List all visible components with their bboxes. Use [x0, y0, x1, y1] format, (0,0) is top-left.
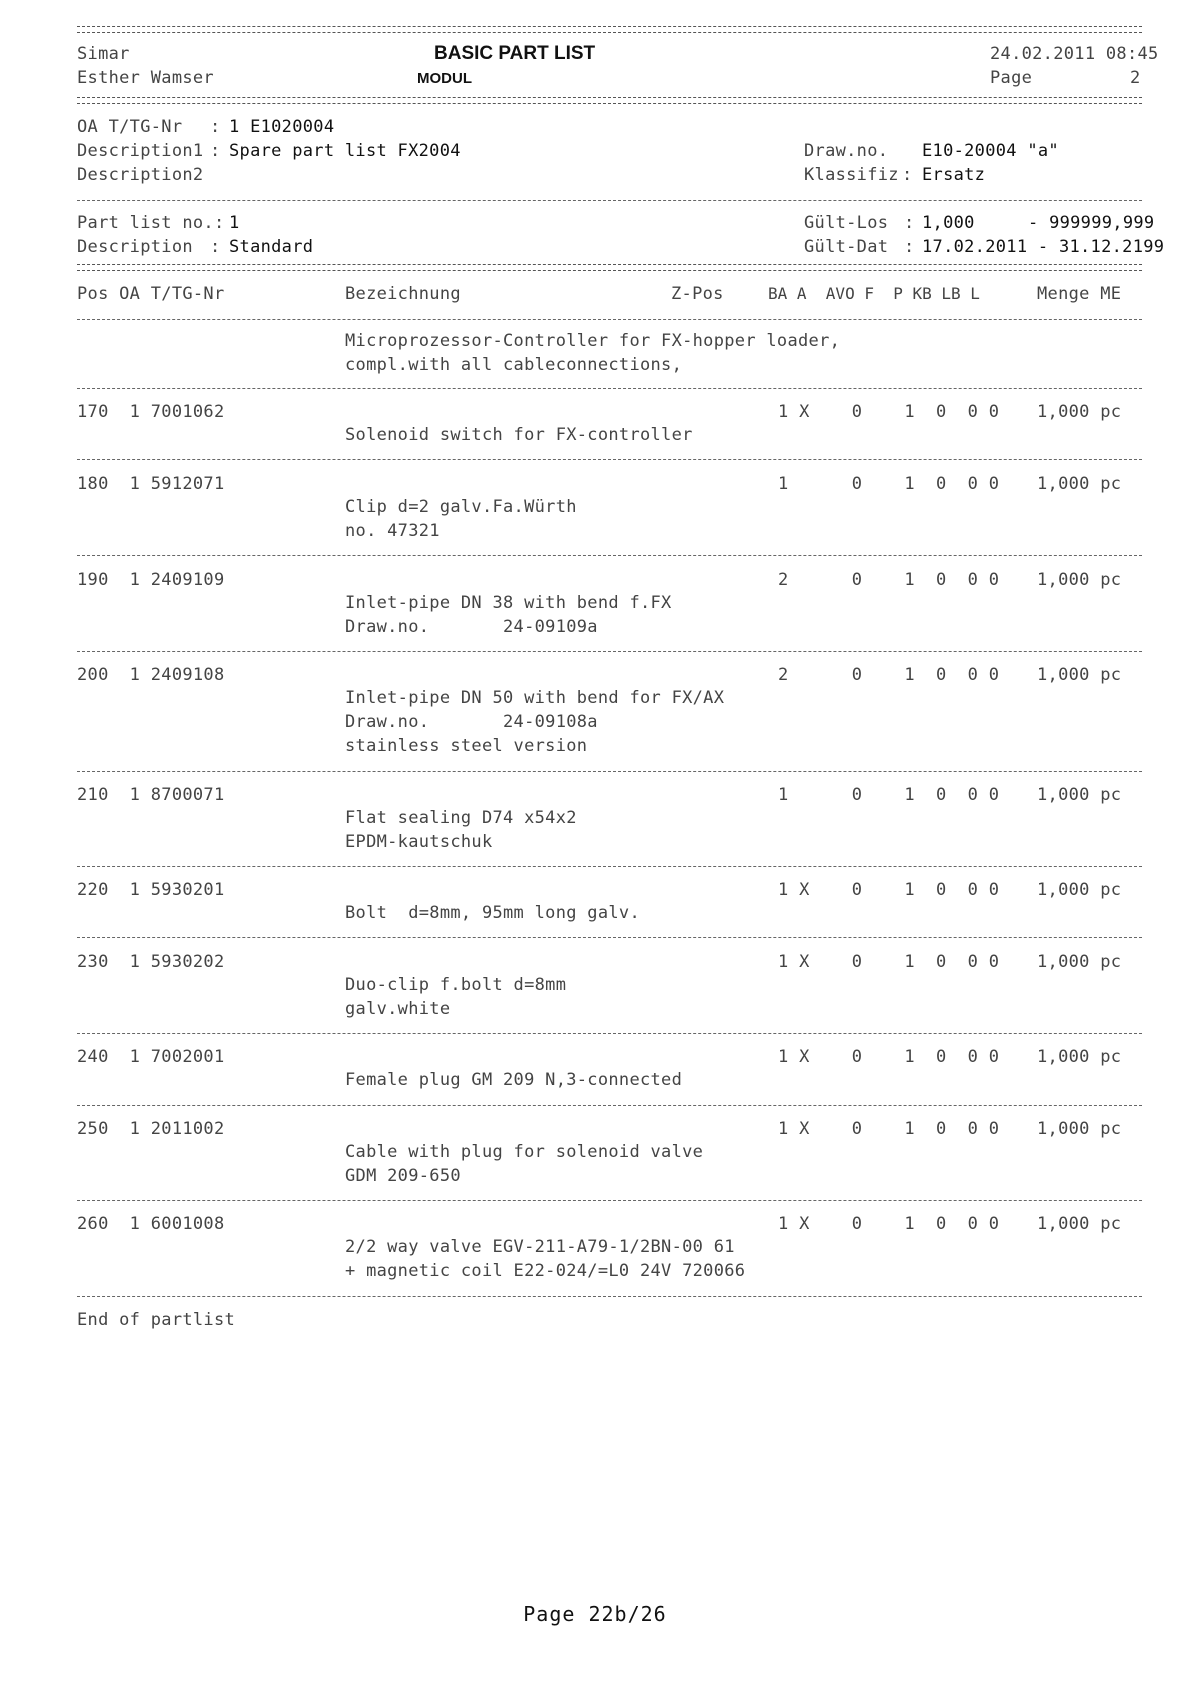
- row-description: Inlet-pipe DN 38 with bend f.FX: [345, 593, 672, 613]
- row-description: GDM 209-650: [345, 1166, 461, 1186]
- valid-lot-label: Gült-Los: [804, 213, 889, 233]
- row-position: 200 1 2409108: [77, 665, 225, 685]
- page-label: Page: [990, 68, 1033, 88]
- column-header-pos: Pos OA T/TG-Nr: [77, 284, 225, 304]
- part-list-description-label: Description: [77, 237, 193, 257]
- valid-lot-to: - 999999,999: [1028, 213, 1155, 233]
- valid-lot-from: 1,000: [922, 213, 975, 233]
- oa-value: 1 E1020004: [229, 117, 335, 137]
- row-description: Female plug GM 209 N,3-connected: [345, 1070, 683, 1090]
- row-position: 230 1 5930202: [77, 952, 225, 972]
- document-title: BASIC PART LIST: [434, 43, 596, 64]
- row-separator-rule: [77, 1105, 1142, 1106]
- company-name: Simar: [77, 44, 130, 64]
- row-separator-rule: [77, 1296, 1142, 1297]
- row-quantity: 1,000 pc: [1037, 1119, 1122, 1139]
- row-separator-rule: [77, 937, 1142, 938]
- row-description: + magnetic coil E22-024/=L0 24V 720066: [345, 1261, 746, 1281]
- row-quantity: 1,000 pc: [1037, 880, 1122, 900]
- row-separator-rule: [77, 459, 1142, 460]
- row-quantity: 1,000 pc: [1037, 785, 1122, 805]
- valid-date-range: 17.02.2011 - 31.12.2199: [922, 237, 1165, 257]
- classification-value: Ersatz: [922, 165, 986, 185]
- row-description: Bolt d=8mm, 95mm long galv.: [345, 903, 640, 923]
- row-description: stainless steel version: [345, 736, 588, 756]
- description1-value: Spare part list FX2004: [229, 141, 461, 161]
- row-quantity: 1,000 pc: [1037, 474, 1122, 494]
- row-description: Solenoid switch for FX-controller: [345, 425, 693, 445]
- intro-description-line: Microprozessor-Controller for FX-hopper loader,: [345, 331, 841, 351]
- colon: :: [210, 117, 221, 137]
- colon: :: [904, 213, 915, 233]
- description1-label: Description1: [77, 141, 204, 161]
- column-header-bezeichnung: Bezeichnung: [345, 284, 461, 304]
- row-flags: 1 X 0 1 0 0 0: [778, 1214, 1000, 1234]
- row-position: 240 1 7002001: [77, 1047, 225, 1067]
- row-flags: 1 X 0 1 0 0 0: [778, 1047, 1000, 1067]
- end-of-partlist: End of partlist: [77, 1310, 236, 1330]
- row-description: EPDM-kautschuk: [345, 832, 493, 852]
- page-footer: Page 22b/26: [523, 1602, 667, 1626]
- oa-label: OA T/TG-Nr: [77, 117, 183, 137]
- column-header-menge: Menge ME: [1037, 284, 1122, 304]
- row-quantity: 1,000 pc: [1037, 952, 1122, 972]
- row-position: 210 1 8700071: [77, 785, 225, 805]
- row-description: Clip d=2 galv.Fa.Würth: [345, 497, 577, 517]
- row-quantity: 1,000 pc: [1037, 402, 1122, 422]
- user-name: Esther Wamser: [77, 68, 214, 88]
- row-description: 2/2 way valve EGV-211-A79-1/2BN-00 61: [345, 1237, 735, 1257]
- part-list-description-value: Standard: [229, 237, 314, 257]
- row-separator-rule: [77, 866, 1142, 867]
- row-description: galv.white: [345, 999, 451, 1019]
- valid-date-label: Gült-Dat: [804, 237, 889, 257]
- print-datetime: 24.02.2011 08:45: [990, 44, 1159, 64]
- part-list-number-label: Part list no.:: [77, 213, 225, 233]
- row-flags: 1 0 1 0 0 0: [778, 474, 1000, 494]
- row-quantity: 1,000 pc: [1037, 1047, 1122, 1067]
- row-separator-rule: [77, 1033, 1142, 1034]
- document-subtitle: MODUL: [417, 70, 472, 87]
- row-separator-rule: [77, 771, 1142, 772]
- row-flags: 1 X 0 1 0 0 0: [778, 402, 1000, 422]
- row-description: no. 47321: [345, 521, 440, 541]
- part-list-number-value: 1: [229, 213, 240, 233]
- row-quantity: 1,000 pc: [1037, 1214, 1122, 1234]
- row-position: 170 1 7001062: [77, 402, 225, 422]
- row-position: 260 1 6001008: [77, 1214, 225, 1234]
- row-flags: 1 0 1 0 0 0: [778, 785, 1000, 805]
- row-separator-rule: [77, 555, 1142, 556]
- row-flags: 2 0 1 0 0 0: [778, 665, 1000, 685]
- row-separator-rule: [77, 1200, 1142, 1201]
- row-separator-rule: [77, 651, 1142, 652]
- header-double-rule: [77, 97, 1142, 104]
- row-position: 220 1 5930201: [77, 880, 225, 900]
- row-flags: 1 X 0 1 0 0 0: [778, 1119, 1000, 1139]
- colon: :: [902, 165, 913, 185]
- row-description: Duo-clip f.bolt d=8mm: [345, 975, 567, 995]
- row-description: Flat sealing D74 x54x2: [345, 808, 577, 828]
- row-flags: 1 X 0 1 0 0 0: [778, 880, 1000, 900]
- row-description: Draw.no. 24-09108a: [345, 712, 598, 732]
- column-header-rule: [77, 319, 1142, 320]
- row-quantity: 1,000 pc: [1037, 665, 1122, 685]
- row-position: 190 1 2409109: [77, 570, 225, 590]
- column-header-zpos: Z-Pos: [671, 284, 724, 304]
- drawing-number-label: Draw.no.: [804, 141, 889, 161]
- row-description: Inlet-pipe DN 50 with bend for FX/AX: [345, 688, 725, 708]
- table-top-double-rule: [77, 264, 1142, 271]
- row-position: 250 1 2011002: [77, 1119, 225, 1139]
- row-flags: 1 X 0 1 0 0 0: [778, 952, 1000, 972]
- row-description: Cable with plug for solenoid valve: [345, 1142, 704, 1162]
- row-separator-rule: [77, 388, 1142, 389]
- colon: :: [210, 141, 221, 161]
- column-header-flags: BA A AVO F P KB LB L: [768, 284, 980, 303]
- row-quantity: 1,000 pc: [1037, 570, 1122, 590]
- row-position: 180 1 5912071: [77, 474, 225, 494]
- description2-label: Description2: [77, 165, 204, 185]
- drawing-number-value: E10-20004 "a": [922, 141, 1059, 161]
- colon: :: [210, 237, 221, 257]
- separator-rule: [77, 200, 1142, 201]
- row-flags: 2 0 1 0 0 0: [778, 570, 1000, 590]
- row-description: Draw.no. 24-09109a: [345, 617, 598, 637]
- colon: :: [904, 237, 915, 257]
- page-number: 2: [1130, 68, 1141, 88]
- classification-label: Klassifiz: [804, 165, 899, 185]
- top-double-rule: [77, 26, 1142, 33]
- intro-description-line: compl.with all cableconnections,: [345, 355, 683, 375]
